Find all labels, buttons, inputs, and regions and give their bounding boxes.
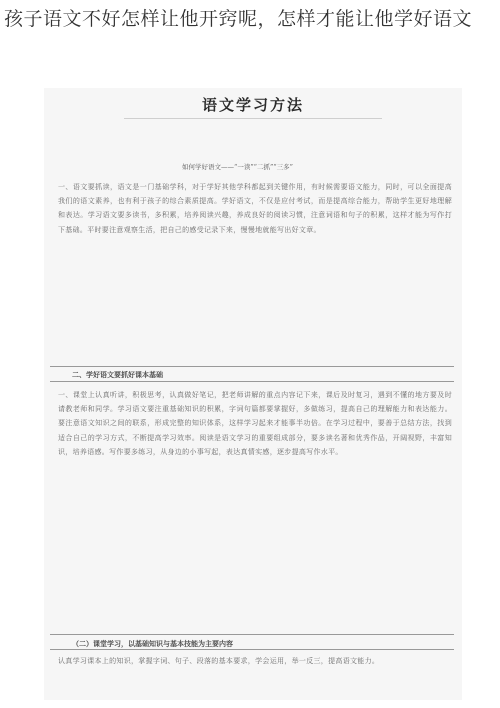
document-subhead: 如何学好语文——“一读”“二抓”“三多” bbox=[182, 163, 293, 171]
paragraph-1: 一、语文要抓读，语文是一门基础学科，对于学好其他学科都起到关键作用，有时候需要语文能力，同时，可以全面提高我们的语文素养，也有利于孩子的综合素质提高。学好语文，不仅是应付考试，而是提高综合能力，帮助学生更好地理解和表达。学习语文要多读书，多积累，培养阅读兴趣，养成良好的阅读习惯，注意词语和句子的积累，这样才能为写作打下基础。平时要注意观察生活，把自己的感受记录下来，慢慢地就能写出好文章。 bbox=[58, 183, 452, 234]
section-3-heading: （二）课堂学习，以基础知识与基本技能为主要内容 bbox=[72, 639, 233, 648]
article-headline: 孩子语文不好怎样让他开窍呢，怎样才能让他学好语文 bbox=[4, 8, 473, 30]
document-title: 语文学习方法 bbox=[201, 96, 304, 114]
document-scan bbox=[44, 88, 462, 700]
title-divider bbox=[124, 118, 382, 119]
section-2-heading: 二、学好语文要抓好课本基础 bbox=[72, 370, 163, 379]
paragraph-2: 一、课堂上认真听讲，积极思考，认真做好笔记，把老师讲解的重点内容记下来，课后及时复习，遇到不懂的地方要及时请教老师和同学。学习语文要注重基础知识的积累，字词句篇都要掌握好，多做练习，提高自己的理解能力和表达能力。要注意语文知识之间的联系，形成完整的知识体系，这样学习起来才能事半功倍。在学习过程中，要善于总结方法，找到适合自己的学习方式，不断提高学习效率。阅读是语文学习的重要组成部分，要多读名著和优秀作品，开阔视野，丰富知识，培养语感。写作要多练习，从身边的小事写起，表达真情实感，逐步提高写作水平。 bbox=[58, 391, 452, 456]
paragraph-3: 认真学习课本上的知识，掌握字词、句子、段落的基本要求，学会运用，举一反三，提高语文能力。 bbox=[58, 657, 380, 665]
